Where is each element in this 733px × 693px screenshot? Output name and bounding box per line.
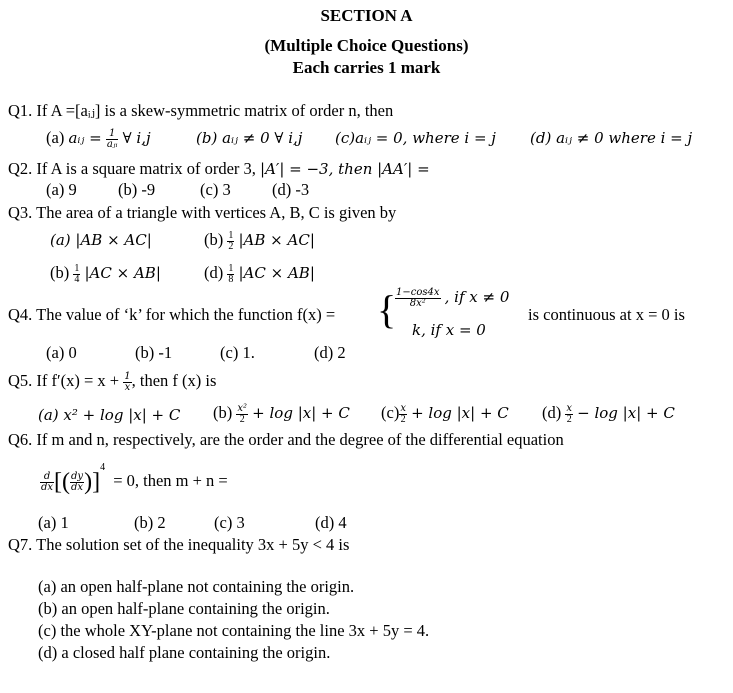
q1-option-c: (c)aᵢⱼ = 0, where i = j <box>335 129 496 147</box>
q2-option-b: (b) -9 <box>118 180 156 199</box>
q7-option-c: (c) the whole XY-plane not containing the line 3x + 5y = 4. <box>38 621 430 640</box>
q2-option-a: (a) 9 <box>46 180 77 199</box>
q6-option-a: (a) 1 <box>38 513 69 532</box>
q4-case-2: k, if x = 0 <box>412 321 486 339</box>
q3-option-c: (b) $\frac{1}{4}$ |AC × AB| <box>50 262 161 285</box>
q3-stem: Q3. The area of a triangle with vertices A, B, C is given by <box>8 203 397 222</box>
q7-stem: Q7. The solution set of the inequality 3x + 5y < 4 is <box>8 535 350 554</box>
q1-stem: Q1. If A =[aᵢⱼ] is a skew-symmetric matrix of order n, then <box>8 101 394 120</box>
q6-equation: $\frac{d}{dx}$ [( $\frac{dy}{dx}$ )]$^4$ = 0, then m + n = <box>41 462 228 496</box>
q1-option-b: (b) aᵢⱼ ≠ 0 ∀ i,j <box>196 129 303 147</box>
q7-option-a: (a) an open half-plane not containing the origin. <box>38 577 355 596</box>
q3-option-b: (b) $\frac{1}{2}$ |AB × AC| <box>204 229 315 252</box>
q4-tail: is continuous at x = 0 is <box>528 305 685 324</box>
q4-stem: Q4. The value of ‘k’ for which the function f(x) = <box>8 305 336 324</box>
q4-option-d: (d) 2 <box>314 343 346 362</box>
q1-option-d: (d) aᵢⱼ ≠ 0 where i = j <box>530 129 693 147</box>
q2-option-d: (d) -3 <box>272 180 310 199</box>
q5-option-b: (b) $\frac{\text{x²}}{2}$ + log |x| + C <box>213 402 350 425</box>
q5-stem: Q5. If f′(x) = x + $\frac{1}{x}$ , then f (x) is <box>8 370 217 393</box>
q6-option-d: (d) 4 <box>315 513 347 532</box>
q6-stem: Q6. If m and n, respectively, are the order and the degree of the differential equation <box>8 430 564 449</box>
q6-option-b: (b) 2 <box>134 513 166 532</box>
q2-stem: Q2. If A is a square matrix of order 3, |A′| = −3, then |AA′| = <box>8 159 430 178</box>
q7-option-d: (d) a closed half plane containing the origin. <box>38 643 331 662</box>
q7-option-b: (b) an open half-plane containing the origin. <box>38 599 330 618</box>
section-title: SECTION A <box>320 6 413 25</box>
q6-option-c: (c) 3 <box>214 513 245 532</box>
q3-option-a: (a) |AB × AC| <box>50 231 152 249</box>
q1-option-a: (a) aᵢⱼ = $\frac{1}{\text{aⱼᵢ}}$ ∀ i,j <box>46 127 151 150</box>
q5-option-d: (d) $\frac{x}{2}$ − log |x| + C <box>542 402 675 425</box>
q5-option-c: (c) $\frac{x}{2}$ + log |x| + C <box>381 402 509 425</box>
q2-option-c: (c) 3 <box>200 180 231 199</box>
q4-option-c: (c) 1. <box>220 343 255 362</box>
q4-option-a: (a) 0 <box>46 343 77 362</box>
q3-option-d: (d) $\frac{1}{8}$ |AC × AB| <box>204 262 315 285</box>
q5-option-a: (a) x² + log |x| + C <box>38 406 181 424</box>
q4-case-1: $\frac{1-\cos 4x}{\text{8x²}}$ , if x ≠ 0 <box>396 286 510 309</box>
marks-note: Each carries 1 mark <box>292 58 441 77</box>
section-subtitle: (Multiple Choice Questions) <box>264 36 469 55</box>
q4-brace: { <box>377 287 397 332</box>
q4-option-b: (b) -1 <box>135 343 173 362</box>
